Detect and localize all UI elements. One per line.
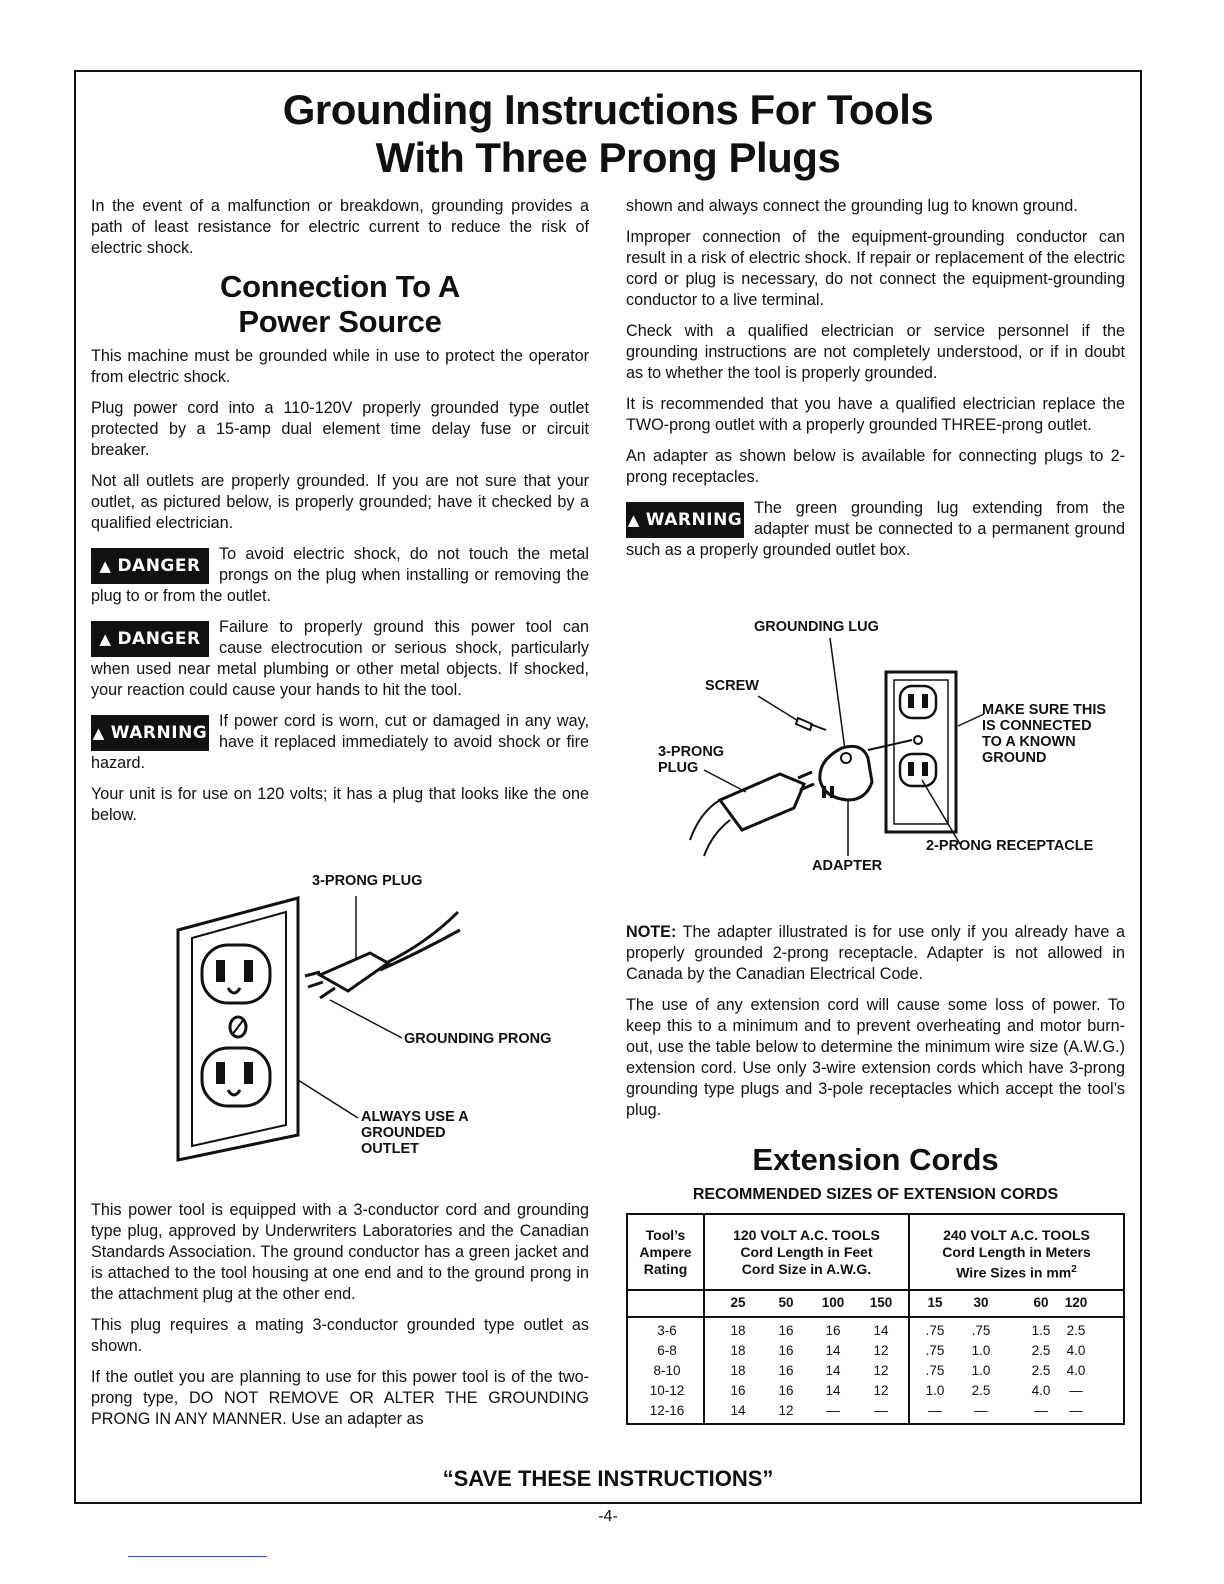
label-adapter: ADAPTER (812, 858, 883, 874)
label-line: IS CONNECTED (982, 718, 1092, 734)
label-line: TO A KNOWN (982, 734, 1076, 750)
label-line: 3-PRONG (658, 744, 725, 760)
table-cell-awg: 18 (730, 1343, 746, 1358)
label-line: MAKE SURE THIS (982, 702, 1107, 718)
length-meters: 15 (927, 1295, 943, 1310)
table-cell-awg: 16 (730, 1383, 746, 1398)
label-grounded-outlet (361, 1109, 469, 1157)
section-heading-line-1: Connection To A (219, 269, 461, 304)
table-row-rating: 3-6 (657, 1323, 677, 1338)
header-120v (705, 1227, 908, 1278)
page-number: -4- (598, 1508, 618, 1525)
header-line: Cord Size in A.W.G. (741, 1261, 872, 1277)
left-column-lower (91, 1200, 589, 1440)
header-line: Cord Length in Feet (740, 1244, 873, 1260)
label-3-prong-plug: 3-PRONG PLUG (312, 873, 423, 889)
table-cell-mm2: .75 (925, 1323, 945, 1338)
header-line: Rating (643, 1261, 688, 1277)
table-cell-awg: 14 (873, 1323, 889, 1338)
header-line: 240 VOLT A.C. TOOLS (943, 1227, 1090, 1243)
paragraph: This power tool is equipped with a 3-conductor cord and grounding type plug, approved by Underwriters Laboratories and the Canadian Standards Association. The ground conductor has a green jacket and is attached to the tool housing at one end and to the ground prong in the attachment plug at the other end. (91, 1201, 589, 1303)
header-ampere-rating (628, 1227, 703, 1278)
warning-badge-label: WARNING (110, 723, 208, 743)
warning-notice-2 (626, 498, 1125, 561)
left-column (91, 196, 589, 836)
length-feet: 25 (730, 1295, 746, 1310)
table-cell-awg: 12 (873, 1383, 889, 1398)
paragraph: An adapter as shown below is available for connecting plugs to 2-prong receptacles. (626, 447, 1125, 486)
paragraph: The use of any extension cord will cause some loss of power. To keep this to a minimum and to prevent overheating and motor burn-out, use the table below to determine the minimum wire size (A.W.G.) extension cord. Use only 3-wire extension cords which have 3-prong grounding type plugs and 3-pole receptacles which accept the tool’s plug. (626, 996, 1125, 1119)
header-line (910, 1261, 1123, 1282)
link-underline (128, 1556, 267, 1557)
table-cell-mm2: — (928, 1403, 942, 1418)
table-divider (628, 1316, 1123, 1318)
danger-notice-1 (91, 544, 589, 607)
warning-badge (626, 502, 744, 538)
table-cell-mm2: .75 (925, 1363, 945, 1378)
note-label: NOTE: (626, 923, 677, 941)
table-cell-mm2: 1.0 (971, 1363, 991, 1378)
note-text: The adapter illustrated is for use only if you already have a properly grounded 2-prong receptacle. Adapter is not allowed in Canada by the Canadian Electrical Code. (626, 923, 1125, 983)
table-cell-mm2: 2.5 (1031, 1343, 1051, 1358)
danger-badge-label: DANGER (117, 556, 201, 576)
table-cell-mm2: — (1069, 1383, 1083, 1398)
label-grounding-lug: GROUNDING LUG (754, 619, 879, 635)
intro-paragraph: In the event of a malfunction or breakdown, grounding provides a path of least resistance for electric current to reduce the risk of electric shock. (91, 197, 589, 257)
warning-triangle-icon: ▲ (99, 557, 112, 575)
label-line: PLUG (658, 760, 699, 776)
length-meters: 120 (1064, 1295, 1088, 1310)
title-line-1: Grounding Instructions For Tools (282, 86, 934, 133)
table-cell-mm2: 1.0 (971, 1343, 991, 1358)
table-cell-mm2: 2.5 (971, 1383, 991, 1398)
header-line: Cord Length in Meters (942, 1244, 1091, 1260)
warning-notice-1 (91, 711, 589, 774)
warning-triangle-icon: ▲ (627, 511, 640, 529)
table-cell-mm2: 4.0 (1066, 1363, 1086, 1378)
table-cell-awg: 14 (730, 1403, 746, 1418)
warning-triangle-icon: ▲ (99, 630, 112, 648)
warning-text: The green grounding lug extending from the adapter must be connected to a permanent ground such as a properly grounded outlet box. (626, 499, 1125, 559)
superscript: 2 (1071, 1264, 1077, 1275)
table-cell-awg: 12 (873, 1343, 889, 1358)
table-cell-mm2: 2.5 (1066, 1323, 1086, 1338)
section-heading-line-2: Power Source (238, 304, 442, 339)
extension-cord-table (626, 1213, 1125, 1425)
table-cell-awg: 16 (778, 1383, 794, 1398)
right-column (626, 196, 1125, 571)
table-cell-awg: 14 (825, 1343, 841, 1358)
length-feet: 50 (778, 1295, 794, 1310)
header-text: Wire Sizes in mm (956, 1264, 1072, 1281)
extension-cords-heading: Extension Cords (752, 1142, 999, 1177)
table-cell-awg: 18 (730, 1323, 746, 1338)
page-title (74, 86, 1142, 182)
note-paragraph (626, 922, 1125, 985)
label-3-prong-plug-adapter (658, 744, 724, 776)
table-row-rating: 10-12 (649, 1383, 685, 1398)
label-2-prong-receptacle: 2-PRONG RECEPTACLE (926, 838, 1094, 854)
label-grounding-prong: GROUNDING PRONG (404, 1031, 552, 1047)
length-feet: 100 (821, 1295, 845, 1310)
length-meters: 60 (1033, 1295, 1049, 1310)
warning-triangle-icon: ▲ (92, 724, 105, 742)
label-line: ALWAYS USE A (361, 1109, 469, 1125)
danger-badge-label: DANGER (117, 629, 201, 649)
table-cell-mm2: 1.5 (1031, 1323, 1051, 1338)
table-cell-awg: — (874, 1403, 888, 1418)
extension-cords-subheading: RECOMMENDED SIZES OF EXTENSION CORDS (692, 1186, 1059, 1203)
table-cell-mm2: .75 (971, 1323, 991, 1338)
paragraph: Plug power cord into a 110-120V properly grounded type outlet protected by a 15-amp dual element time delay fuse or circuit breaker. (91, 399, 589, 459)
table-cell-awg: 16 (825, 1323, 841, 1338)
paragraph: Your unit is for use on 120 volts; it has a plug that looks like the one below. (91, 785, 589, 824)
table-cell-awg: 12 (873, 1363, 889, 1378)
table-cell-mm2: 2.5 (1031, 1363, 1051, 1378)
danger-badge (91, 548, 209, 584)
title-line-2: With Three Prong Plugs (375, 134, 841, 181)
table-cell-mm2: 1.0 (925, 1383, 945, 1398)
warning-badge (91, 715, 209, 751)
label-line: GROUNDED (361, 1125, 446, 1141)
danger-text: To avoid electric shock, do not touch the metal prongs on the plug when installing or removing the plug to or from the outlet. (91, 545, 589, 605)
save-instructions: “SAVE THESE INSTRUCTIONS” (442, 1466, 774, 1491)
paragraph: If the outlet you are planning to use for this power tool is of the two-prong type, DO NOT REMOVE OR ALTER THE GROUNDING PRONG IN ANY MANNER. Use an adapter as (91, 1368, 589, 1428)
label-line: GROUND (982, 750, 1047, 766)
table-row-rating: 12-16 (649, 1403, 685, 1418)
warning-text: If power cord is worn, cut or damaged in any way, have it replaced immediately to avoid shock or fire hazard. (91, 712, 589, 772)
table-cell-awg: 16 (778, 1363, 794, 1378)
table-row-rating: 6-8 (657, 1343, 677, 1358)
table-cell-awg: 14 (825, 1383, 841, 1398)
warning-badge-label: WARNING (645, 510, 743, 530)
danger-text: Failure to properly ground this power tool can cause electrocution or serious shock, particularly when used near metal plumbing or other metal objects. If shocked, your reaction could cause your hands to hit the tool. (91, 618, 589, 699)
table-row-rating: 8-10 (653, 1363, 681, 1378)
paragraph: shown and always connect the grounding lug to known ground. (626, 197, 1078, 215)
header-line: Tool’s (645, 1227, 686, 1243)
table-cell-awg: 14 (825, 1363, 841, 1378)
table-divider (628, 1289, 1123, 1291)
section-heading-connection (91, 269, 589, 339)
table-cell-mm2: — (1034, 1403, 1048, 1418)
label-line: OUTLET (361, 1141, 419, 1157)
paragraph: Not all outlets are properly grounded. If you are not sure that your outlet, as pictured below, is properly grounded; have it checked by a qualified electrician. (91, 472, 589, 532)
table-cell-mm2: — (974, 1403, 988, 1418)
header-240v (910, 1227, 1123, 1282)
length-meters: 30 (973, 1295, 989, 1310)
table-cell-awg: 16 (778, 1343, 794, 1358)
danger-badge (91, 621, 209, 657)
header-line: 120 VOLT A.C. TOOLS (733, 1227, 880, 1243)
table-cell-awg: 16 (778, 1323, 794, 1338)
table-cell-mm2: — (1069, 1403, 1083, 1418)
paragraph: Check with a qualified electrician or service personnel if the grounding instructions are not completely understood, or if in doubt as to whether the tool is properly grounded. (626, 322, 1125, 382)
paragraph: This machine must be grounded while in use to protect the operator from electric shock. (91, 347, 589, 386)
table-cell-mm2: 4.0 (1066, 1343, 1086, 1358)
right-column-lower (626, 922, 1125, 1131)
header-line: Ampere (639, 1244, 692, 1260)
table-cell-mm2: .75 (925, 1343, 945, 1358)
table-cell-awg: 18 (730, 1363, 746, 1378)
length-feet: 150 (869, 1295, 893, 1310)
paragraph: This plug requires a mating 3-conductor grounded type outlet as shown. (91, 1316, 589, 1355)
label-screw: SCREW (705, 678, 759, 694)
table-cell-awg: — (826, 1403, 840, 1418)
paragraph: Improper connection of the equipment-grounding conductor can result in a risk of electric shock. If repair or replacement of the electric cord or plug is necessary, do not connect the equipment-grounding conductor to a live terminal. (626, 228, 1125, 309)
table-cell-mm2: 4.0 (1031, 1383, 1051, 1398)
paragraph: It is recommended that you have a qualified electrician replace the TWO-prong outlet with a properly grounded THREE-prong outlet. (626, 395, 1125, 434)
label-make-sure-connected (982, 702, 1106, 766)
danger-notice-2 (91, 617, 589, 701)
table-cell-awg: 12 (778, 1403, 794, 1418)
